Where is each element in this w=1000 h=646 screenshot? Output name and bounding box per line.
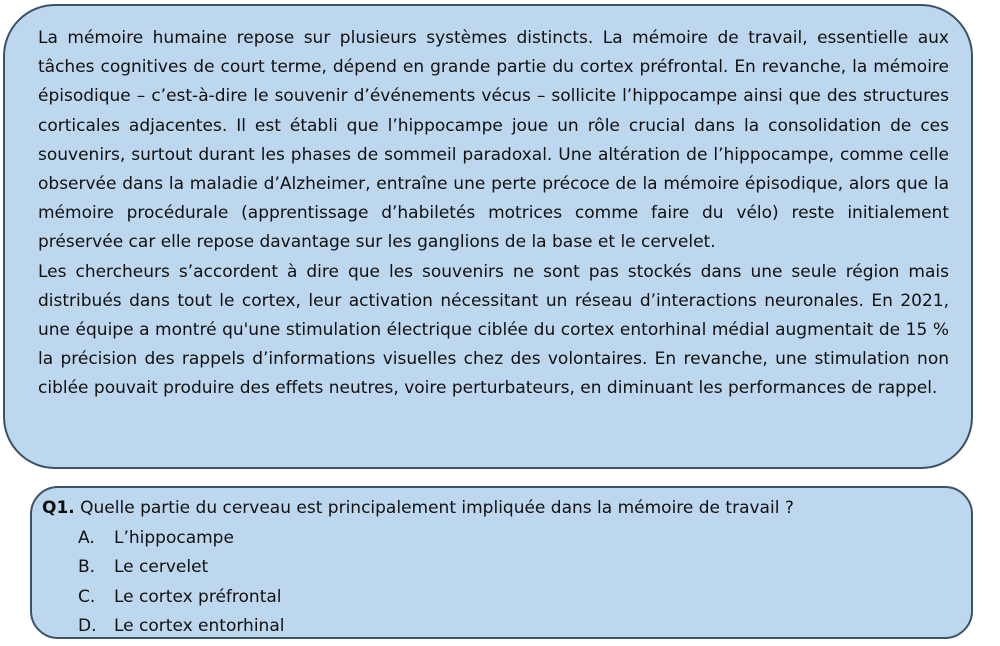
answer-option-d[interactable] (42, 612, 961, 642)
passage-paragraph-1: La mémoire humaine repose sur plusieurs systèmes distincts. La mémoire de travail, essentielle aux tâches cognitives de court terme, dépend en grande partie du cortex préfrontal. En revanche, la mémoire épisodique – c’est-à-dire le souvenir d’événements vécus – sollicite l’hippocampe ainsi que des structures corticales adjacentes. Il est établi que l’hippocampe joue un rôle crucial dans la consolidation de ces souvenirs, surtout durant les phases de sommeil paradoxal. Une altération de l’hippocampe, comme celle observée dans la maladie d’Alzheimer, entraîne une perte précoce de la mémoire épisodique, alors que la mémoire procédurale (apprentissage d’habiletés motrices comme faire du vélo) reste initialement préservée car elle repose davantage sur les ganglions de la base et le cervelet. (38, 28, 949, 253)
option-text: Le cortex préfrontal (114, 586, 282, 607)
answer-option-b[interactable] (42, 553, 961, 583)
option-letter: C. (78, 586, 96, 607)
option-letter: D. (78, 616, 97, 636)
question-text: Quelle partie du cerveau est principalement impliquée dans la mémoire de travail ? (74, 498, 794, 518)
option-text: L’hippocampe (114, 527, 234, 548)
option-text: Le cervelet (114, 557, 209, 577)
passage-paragraph-2: Les chercheurs s’accordent à dire que les souvenirs ne sont pas stockés dans une seule région mais distribués dans tout le cortex, leur activation nécessitant un réseau d’interactions neuronales. En 2021, une équipe a montré qu'une stimulation électrique ciblée du cortex entorhinal médial augmentait de 15 % la précision des rappels d’informations visuelles chez des volontaires. En revanche, une stimulation non ciblée pouvait produire des effets neutres, voire perturbateurs, en diminuant les performances de rappel. (38, 261, 949, 399)
option-letter: A. (78, 527, 95, 548)
question-number: Q1. (42, 498, 75, 518)
question-prompt (42, 494, 961, 524)
reading-passage (3, 4, 973, 469)
answer-option-c[interactable] (42, 583, 961, 613)
option-letter: B. (78, 557, 96, 577)
answer-option-a[interactable] (42, 524, 961, 554)
option-text: Le cortex entorhinal (114, 616, 285, 636)
answer-options (42, 524, 961, 642)
question-card (30, 486, 973, 639)
